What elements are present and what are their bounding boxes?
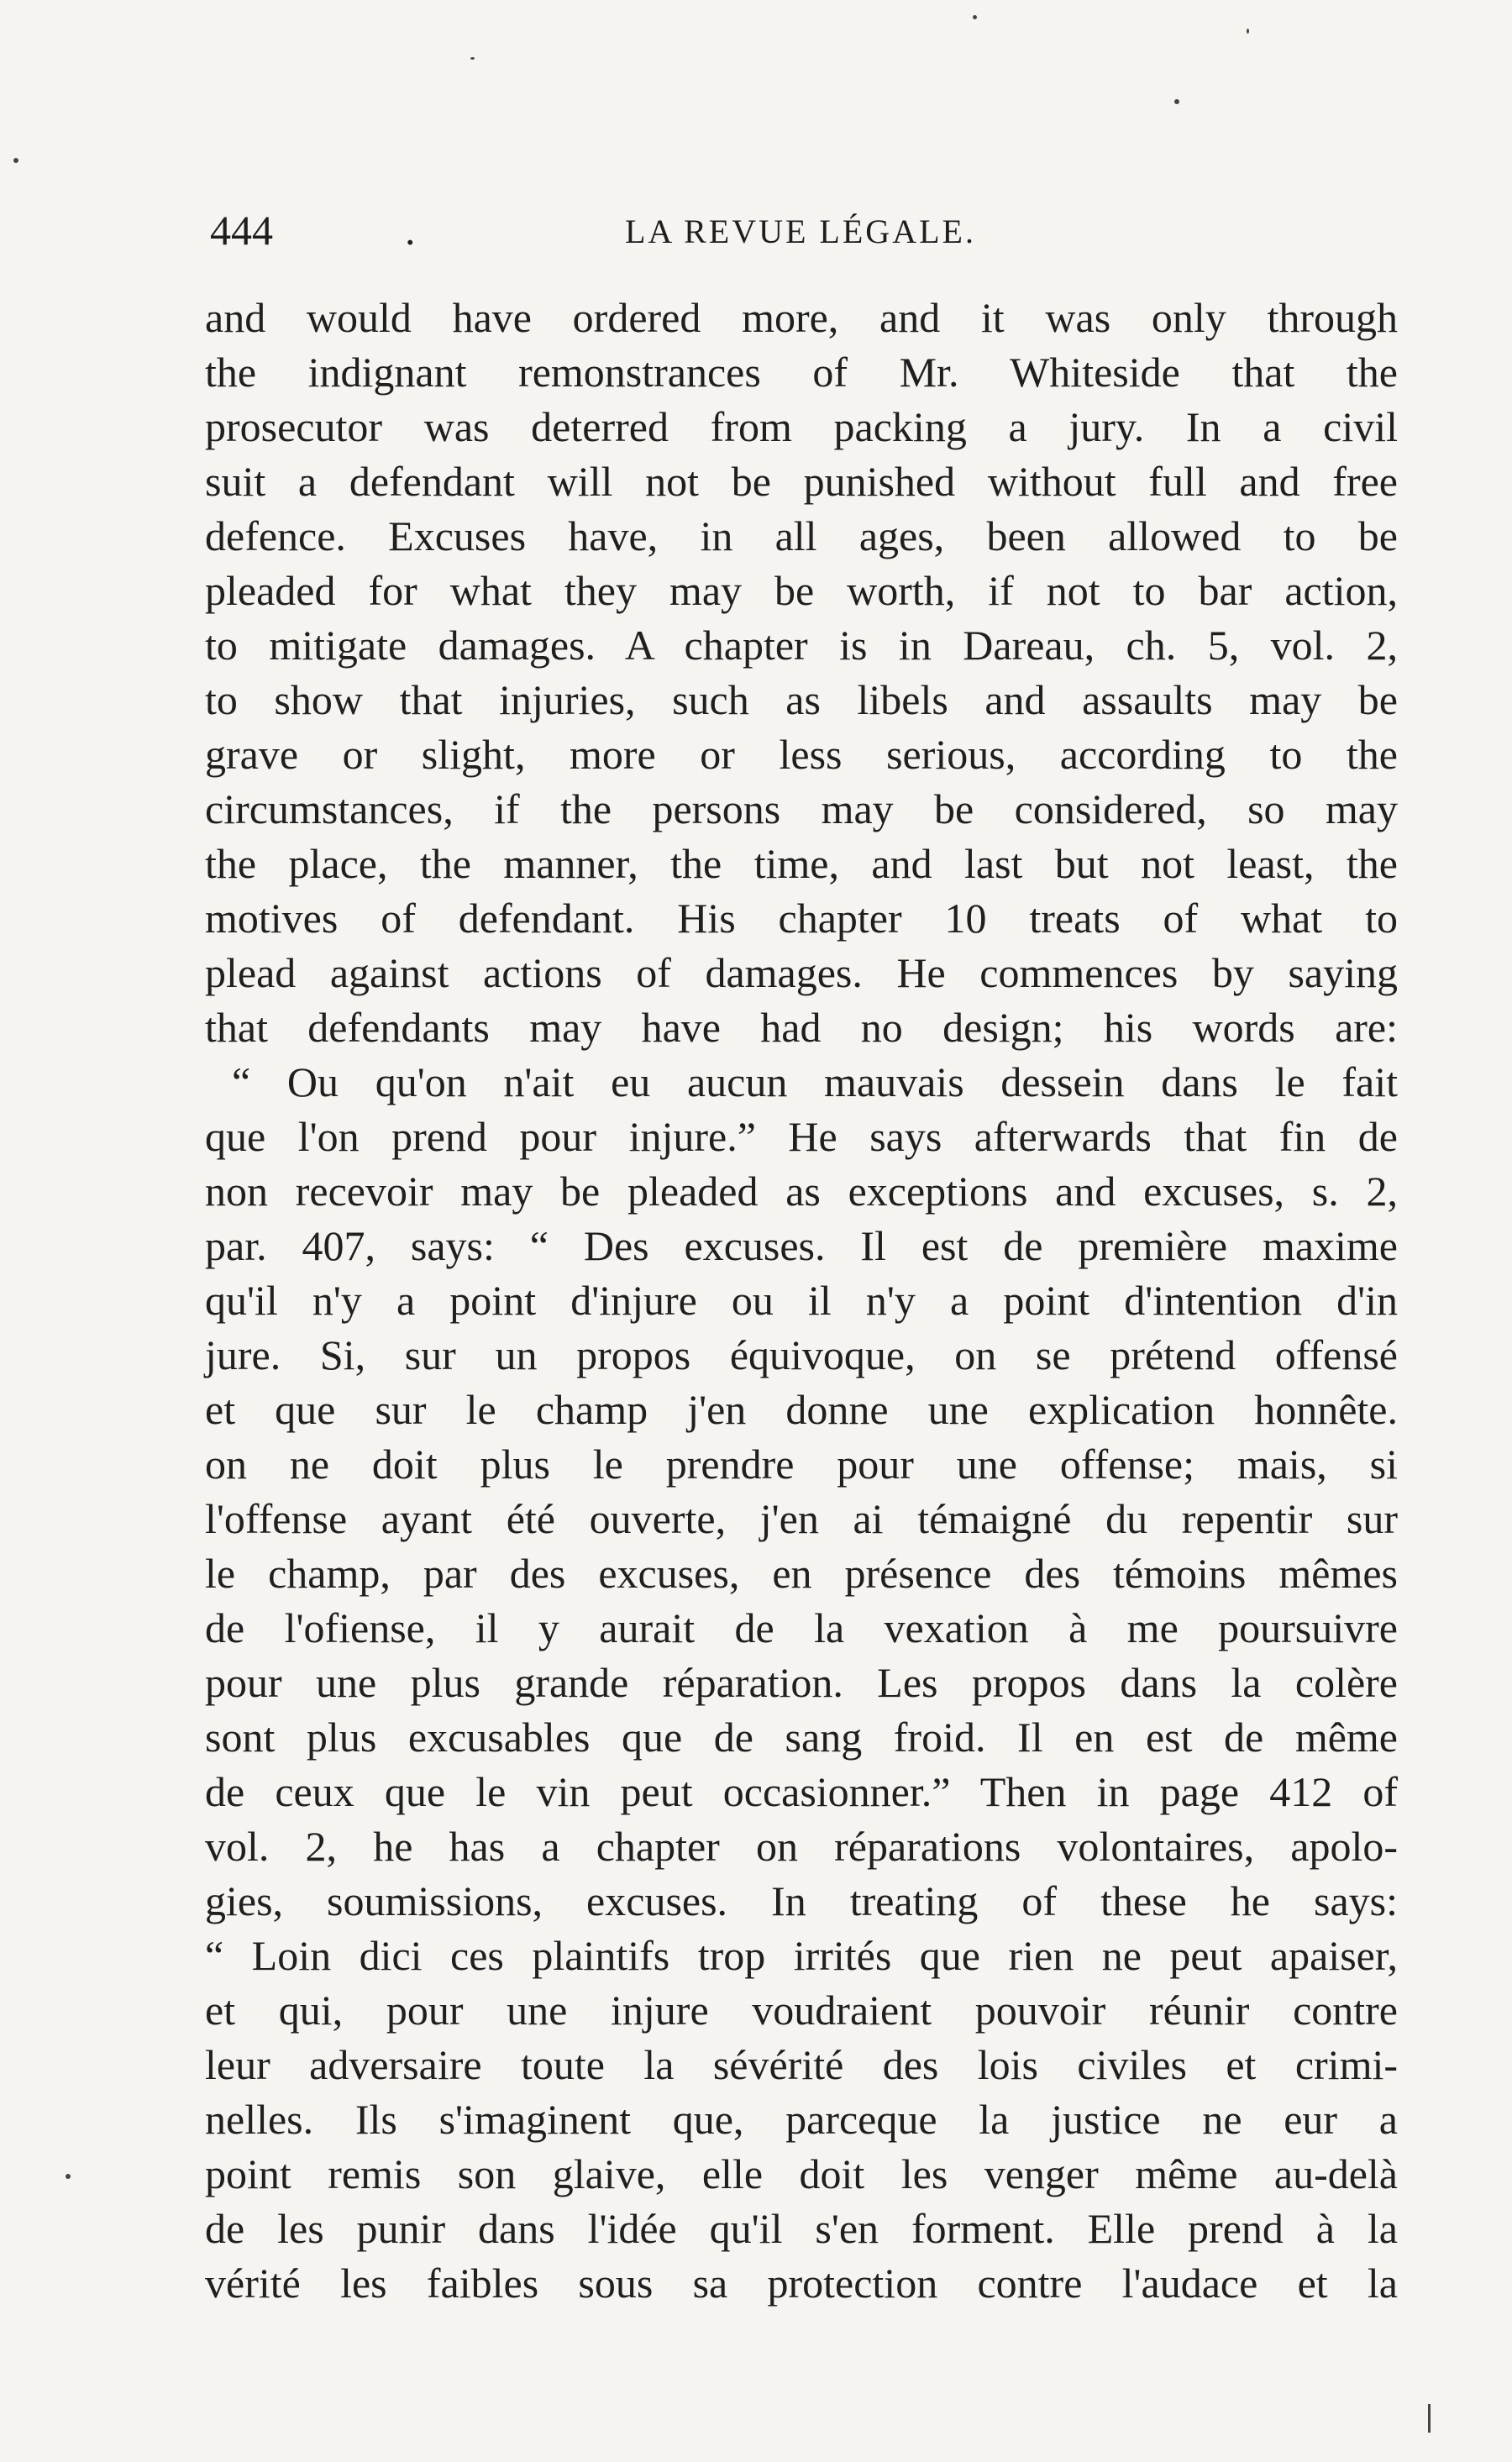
header-separator: . — [405, 207, 416, 254]
text-line: que l'on prend pour injure.” He says afterwards that fin de — [205, 1113, 1398, 1160]
text-line: motives of defendant. His chapter 10 treats of what to — [205, 895, 1398, 942]
text-line: vérité les faibles sous sa protection contre l'audace et la — [205, 2260, 1398, 2307]
text-line: and would have ordered more, and it was only through — [205, 294, 1398, 341]
text-line: “ Ou qu'on n'ait eu aucun mauvais dessein dans le fait — [232, 1058, 1398, 1105]
text-line: grave or slight, more or less serious, according to the — [205, 731, 1398, 778]
text-line: gies, soumissions, excuses. In treating of these he says: — [205, 1877, 1398, 1924]
text-line: l'offense ayant été ouverte, j'en ai témaigné du repentir sur — [205, 1495, 1398, 1542]
text-line: nelles. Ils s'imaginent que, parceque la justice ne eur a — [205, 2096, 1398, 2143]
text-line: to mitigate damages. A chapter is in Dareau, ch. 5, vol. 2, — [205, 622, 1398, 669]
scan-speck — [13, 158, 18, 163]
text-line: suit a defendant will not be punished without full and free — [205, 458, 1398, 505]
text-line: pleaded for what they may be worth, if not to bar action, — [205, 567, 1398, 614]
text-line: the indignant remonstrances of Mr. Whiteside that the — [205, 349, 1398, 396]
text-line: qu'il n'y a point d'injure ou il n'y a point d'intention d'in — [205, 1277, 1398, 1324]
text-line: point remis son glaive, elle doit les venger même au-delà — [205, 2150, 1398, 2197]
text-line: par. 407, says: “ Des excuses. Il est de première maxime — [205, 1222, 1398, 1269]
text-line: vol. 2, he has a chapter on réparations volontaires, apolo- — [205, 1823, 1398, 1870]
text-line: leur adversaire toute la sévérité des lois civiles et crimi- — [205, 2041, 1398, 2088]
text-line: prosecutor was deterred from packing a jury. In a civil — [205, 403, 1398, 450]
text-line: that defendants may have had no design; his words are: — [205, 1004, 1398, 1051]
scan-speck — [1247, 29, 1249, 34]
text-line: defence. Excuses have, in all ages, been allowed to be — [205, 512, 1398, 559]
text-line: to show that injuries, such as libels and assaults may be — [205, 676, 1398, 723]
text-line: “ Loin dici ces plaintifs trop irrités que rien ne peut apaiser, — [205, 1932, 1398, 1979]
text-line: de les punir dans l'idée qu'il s'en forment. Elle prend à la — [205, 2205, 1398, 2252]
text-line: on ne doit plus le prendre pour une offense; mais, si — [205, 1441, 1398, 1488]
text-line: circumstances, if the persons may be considered, so may — [205, 785, 1398, 832]
text-line: the place, the manner, the time, and last but not least, the — [205, 840, 1398, 887]
scan-speck — [1174, 99, 1179, 104]
text-line: et que sur le champ j'en donne une explication honnête. — [205, 1386, 1398, 1433]
text-line: jure. Si, sur un propos équivoque, on se prétend offensé — [205, 1331, 1398, 1378]
text-line: de ceux que le vin peut occasionner.” Then in page 412 of — [205, 1768, 1398, 1815]
scan-speck — [1428, 2404, 1431, 2433]
text-line: et qui, pour une injure voudraient pouvoir réunir contre — [205, 1987, 1398, 2034]
page-number: 444 — [210, 207, 273, 254]
page-header — [210, 205, 1369, 264]
scan-speck — [66, 2174, 71, 2179]
running-title: LA REVUE LÉGALE. — [625, 213, 976, 250]
scan-speck — [973, 15, 977, 19]
scan-speck — [470, 57, 475, 60]
text-line: de l'ofiense, il y aurait de la vexation à me poursuivre — [205, 1604, 1398, 1651]
text-line: sont plus excusables que de sang froid. Il en est de même — [205, 1714, 1398, 1761]
text-line: plead against actions of damages. He commences by saying — [205, 949, 1398, 996]
text-line: pour une plus grande réparation. Les propos dans la colère — [205, 1659, 1398, 1706]
text-line: le champ, par des excuses, en présence des témoins mêmes — [205, 1550, 1398, 1597]
text-line: non recevoir may be pleaded as exceptions and excuses, s. 2, — [205, 1168, 1398, 1215]
body-text — [205, 291, 1398, 2311]
